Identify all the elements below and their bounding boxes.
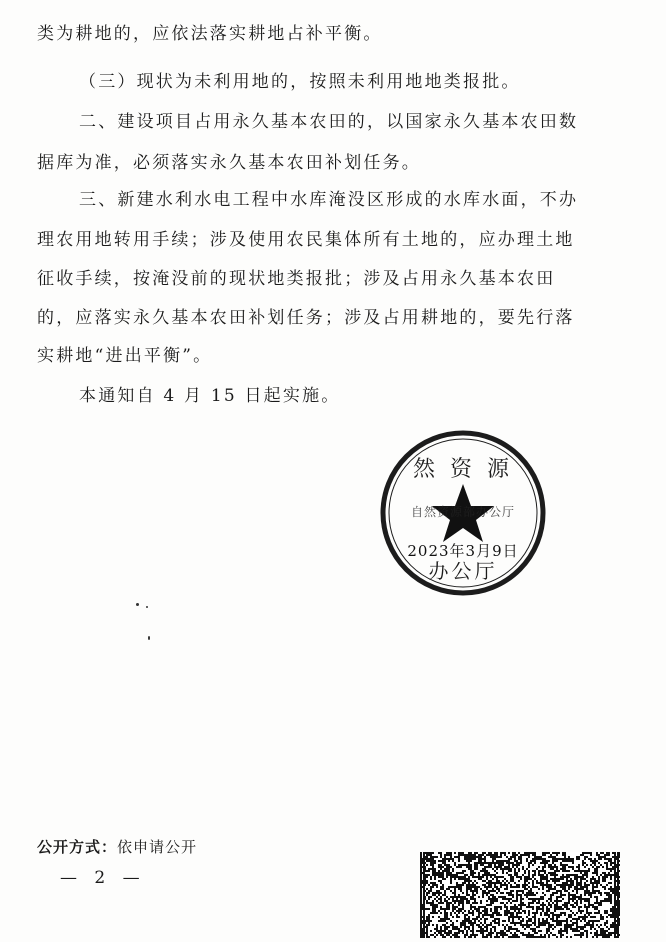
seal-middle-text: 自然资源部办公厅 xyxy=(410,505,516,519)
body-line-1: 类为耕地的，应依法落实耕地占补平衡。 xyxy=(37,24,383,44)
body-line-8: 的，应落实永久基本农田补划任务；涉及占用耕地的，要先行落 xyxy=(37,308,575,328)
body-line-6: 理农用地转用手续；涉及使用农民集体所有土地的，应办理土地 xyxy=(37,230,575,250)
body-line-7: 征收手续，按淹没前的现状地类报批；涉及占用永久基本农田 xyxy=(37,269,556,289)
disclosure-label: 公开方式： xyxy=(37,838,118,856)
body-line-10: 本通知自 4 月 15 日起实施。 xyxy=(79,386,341,406)
scan-speck xyxy=(146,606,148,608)
scan-speck xyxy=(136,603,139,606)
scan-speck xyxy=(148,636,150,640)
disclosure-method xyxy=(37,836,197,857)
body-line-9: 实耕地“进出平衡”。 xyxy=(37,346,213,366)
seal-top-text: 然 资 源 xyxy=(413,457,513,482)
body-line-4: 据库为准，必须落实永久基本农田补划任务。 xyxy=(37,153,421,173)
seal-bottom-text: 办公厅 xyxy=(428,559,498,583)
official-seal xyxy=(378,428,548,598)
page-number: — 2 — xyxy=(60,868,146,888)
body-line-2: （三）现状为未利用地的，按照未利用地地类报批。 xyxy=(79,72,521,92)
seal-date-text: 2023年3月9日 xyxy=(407,542,519,560)
disclosure-value: 依申请公开 xyxy=(117,838,198,856)
barcode-icon xyxy=(420,852,620,938)
body-line-5: 三、新建水利水电工程中水库淹没区形成的水库水面，不办 xyxy=(79,190,579,210)
body-line-3: 二、建设项目占用永久基本农田的，以国家永久基本农田数 xyxy=(79,112,579,132)
